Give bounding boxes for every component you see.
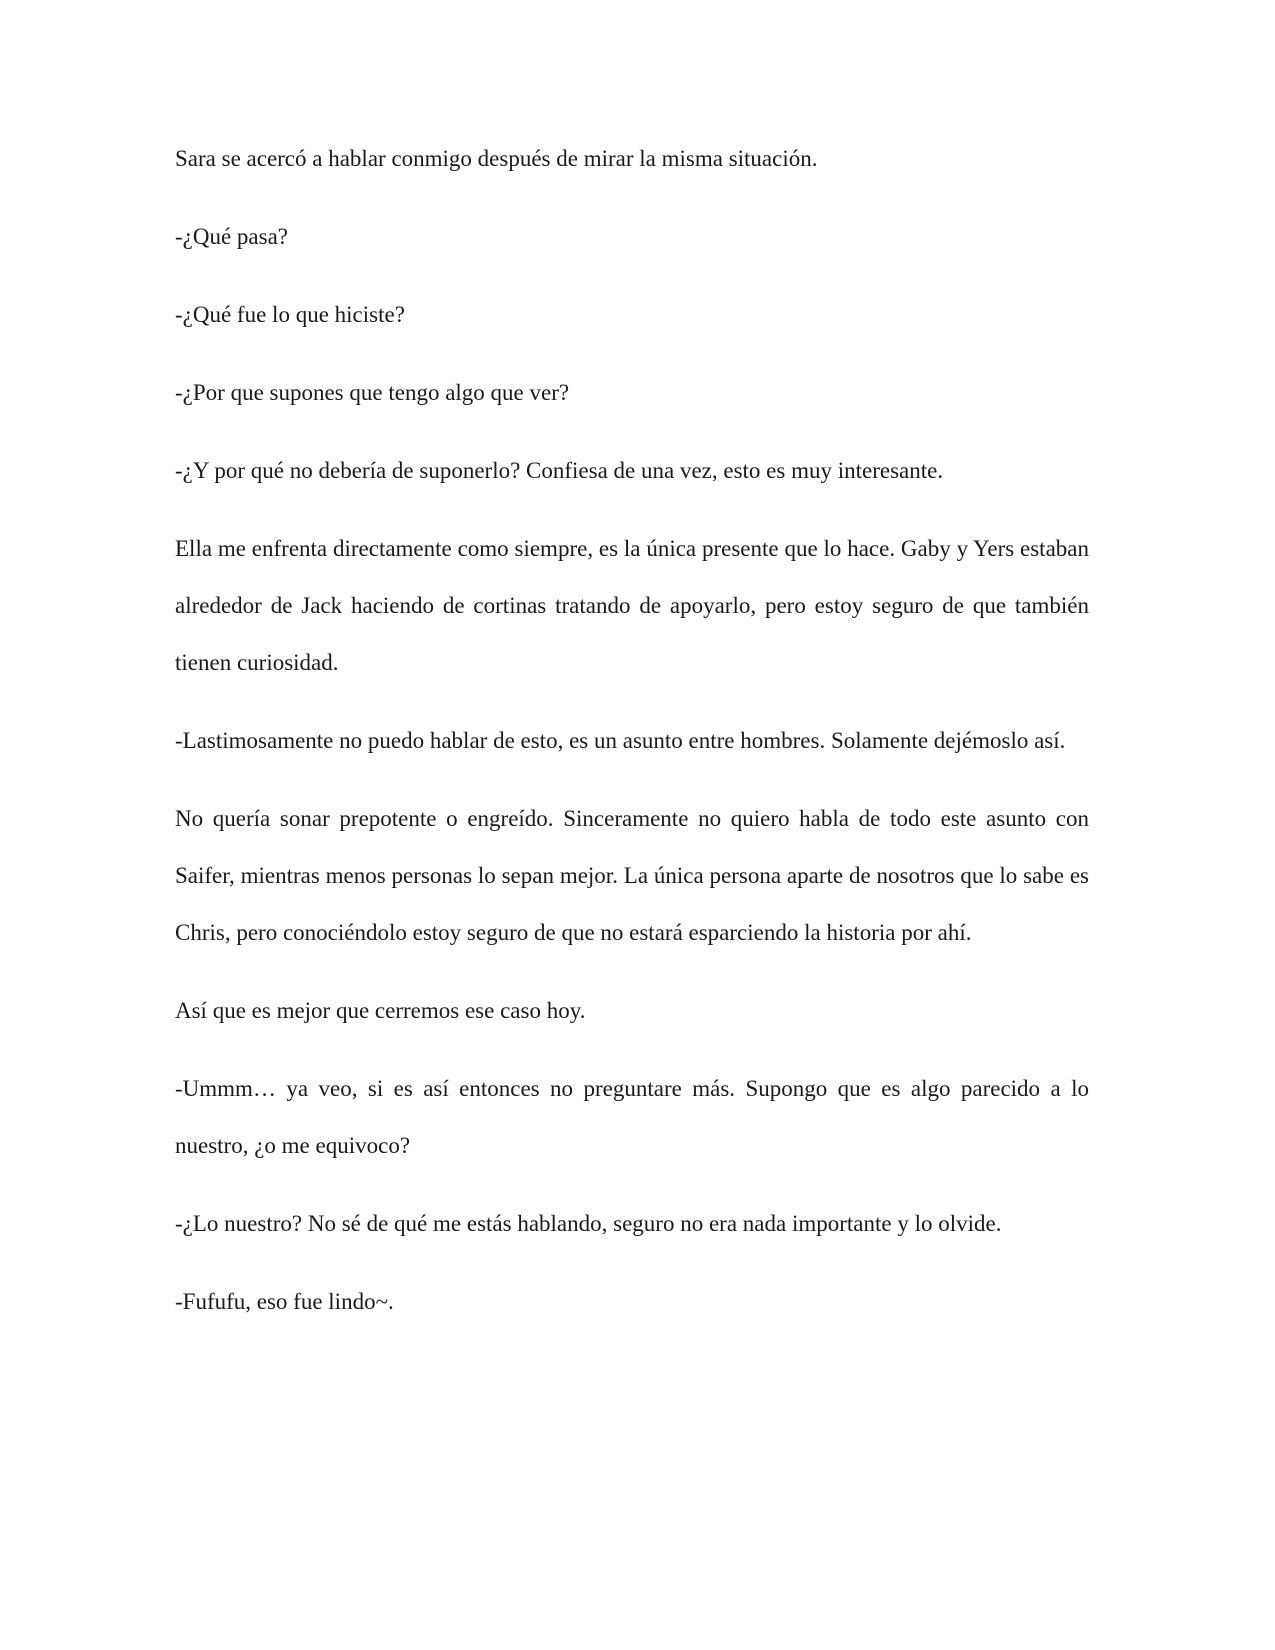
paragraph: -¿Lo nuestro? No sé de qué me estás hablando, seguro no era nada importante y lo olvide.: [175, 1211, 1002, 1236]
paragraph: -¿Por que supones que tengo algo que ver?: [175, 380, 570, 405]
paragraph: Así que es mejor que cerremos ese caso hoy.: [175, 998, 586, 1023]
paragraph: -Lastimosamente no puedo hablar de esto, es un asunto entre hombres. Solamente dejémoslo así.: [175, 728, 1066, 753]
paragraph: Ella me enfrenta directamente como siempre, es la única presente que lo hace. Gaby y Yers estaban alrededor de Jack haciendo de cortinas tratando de apoyarlo, pero estoy seguro de que también tienen curiosidad.: [175, 536, 1089, 675]
paragraph: -¿Qué fue lo que hiciste?: [175, 302, 405, 327]
paragraph: -Fufufu, eso fue lindo~.: [175, 1289, 394, 1314]
paragraph: -¿Qué pasa?: [175, 224, 289, 249]
paragraph: -Ummm… ya veo, si es así entonces no preguntare más. Supongo que es algo parecido a lo nuestro, ¿o me equivoco?: [175, 1076, 1089, 1158]
paragraph: Sara se acercó a hablar conmigo después de mirar la misma situación.: [175, 146, 818, 171]
paragraph: -¿Y por qué no debería de suponerlo? Confiesa de una vez, esto es muy interesante.: [175, 458, 944, 483]
paragraph: No quería sonar prepotente o engreído. Sinceramente no quiero habla de todo este asunto con Saifer, mientras menos personas lo sepan mejor. La única persona aparte de nosotros que lo sabe es Chris, pero conociéndolo estoy seguro de que no estará esparciendo la historia por ahí.: [175, 806, 1089, 945]
text-body: [175, 130, 1089, 1351]
